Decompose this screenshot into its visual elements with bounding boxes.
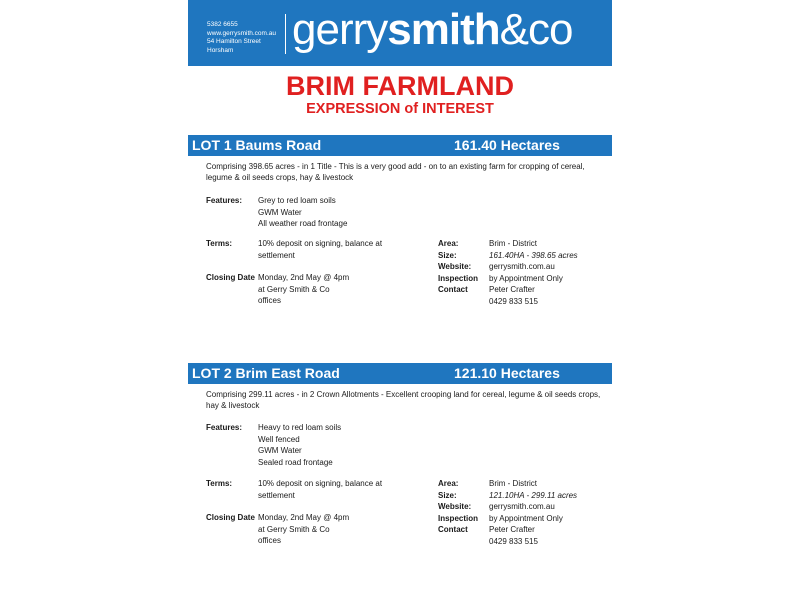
list-item: Grey to red loam soils (258, 196, 336, 205)
lot-1-terms (258, 238, 382, 261)
brochure-page (188, 0, 612, 600)
lot-1-features-list (258, 195, 347, 230)
lot-2-area: Brim - District (489, 479, 537, 488)
lot-2-contact-phone: 0429 833 515 (489, 536, 538, 546)
lot-1-inspection: by Appointment Only (489, 273, 563, 283)
lot-2-terms (258, 478, 382, 501)
page-title: BRIM FARMLAND (286, 71, 514, 101)
lot-1-website: gerrysmith.com.au (489, 262, 555, 271)
lot-1-closing-line: Monday, 2nd May @ 4pm (258, 273, 350, 282)
page-subtitle: EXPRESSION of INTEREST (306, 101, 494, 117)
list-item: Sealed road frontage (258, 457, 333, 467)
lot-2-size-label: Size: (438, 490, 457, 500)
lot-2-closing-label: Closing Date (206, 513, 255, 522)
lot-2-size: 121.10HA - 299.11 acres (489, 490, 578, 500)
lot-1-contact-name: Peter Crafter (489, 285, 535, 294)
lot-2-contact-name: Peter Crafter (489, 525, 535, 534)
lot-1-closing-line: at Gerry Smith & Co (258, 284, 330, 294)
lot-1-closing-label: Closing Date (206, 273, 255, 282)
lot-2-closing-line: offices (258, 536, 281, 545)
list-item: Heavy to red loam soils (258, 423, 342, 432)
lot-1-details-labels (438, 238, 478, 296)
lot-1-area-label: Area: (438, 239, 459, 248)
lot-2-terms-line: settlement (258, 490, 295, 500)
lot-1-website-label: Website: (438, 262, 472, 271)
lot-2-terms-line: 10% deposit on signing, balance at (258, 479, 383, 488)
lot-1-name: LOT 1 Baums Road (192, 137, 322, 153)
lot-1-description: Comprising 398.65 acres - in 1 Title - This is a very good add - on to an existing farm for cropping of cereal, legume & oil seeds crops, hay & livestock (206, 162, 585, 182)
agency-contact-block (207, 21, 276, 55)
lot-1-contact-phone: 0429 833 515 (489, 296, 538, 306)
lot-2-features-label: Features: (206, 423, 243, 432)
lot-2-website-label: Website: (438, 502, 472, 511)
lot-1-area: Brim - District (489, 239, 537, 248)
agency-logo (292, 4, 572, 56)
lot-1-header-bar (188, 135, 612, 156)
lot-2-terms-label: Terms: (206, 479, 233, 488)
logo-part-co: &co (499, 5, 573, 54)
lot-2-description: Comprising 299.11 acres - in 2 Crown Allotments - Excellent crooping land for cereal, legume & oil seeds crops, hay & livestock (206, 390, 601, 410)
lot-1-features-label: Features: (206, 196, 243, 205)
lot-1-size: 161.40HA - 398.65 acres (489, 250, 578, 260)
lot-1-terms-label: Terms: (206, 239, 233, 248)
agency-town: Horsham (207, 46, 234, 54)
lot-2-website: gerrysmith.com.au (489, 502, 555, 511)
lot-2-inspection: by Appointment Only (489, 513, 563, 523)
lot-2-features-list (258, 422, 341, 468)
list-item: Well fenced (258, 434, 300, 444)
lot-1-inspection-label: Inspection (438, 273, 479, 283)
logo-part-smith: smith (387, 5, 500, 54)
lot-2-closing-line: at Gerry Smith & Co (258, 524, 330, 534)
lot-2-closing-line: Monday, 2nd May @ 4pm (258, 513, 350, 522)
lot-2-contact-label: Contact (438, 525, 468, 534)
lot-1-size-label: Size: (438, 250, 457, 260)
lot-2-area-label: Area: (438, 479, 459, 488)
header-divider (285, 14, 286, 54)
list-item: GWM Water (258, 207, 302, 217)
lot-1-closing (258, 272, 349, 307)
header-banner (188, 0, 612, 66)
lot-1-hectares: 161.40 Hectares (454, 137, 560, 153)
lot-1-closing-line: offices (258, 296, 281, 305)
lot-2-hectares: 121.10 Hectares (454, 365, 560, 381)
lot-1-terms-line: 10% deposit on signing, balance at (258, 239, 383, 248)
agency-phone: 5382 6655 (207, 21, 238, 28)
lot-2-name: LOT 2 Brim East Road (192, 365, 340, 381)
lot-2-closing (258, 512, 349, 547)
lot-1-terms-line: settlement (258, 250, 295, 260)
lot-2-header-bar (188, 363, 612, 384)
lot-2-details-values (489, 478, 577, 547)
logo-part-gerry: gerry (292, 5, 388, 54)
lot-1-details-values (489, 238, 578, 307)
agency-street: 54 Hamilton Street (207, 38, 261, 45)
list-item: All weather road frontage (258, 219, 348, 228)
agency-website: www.gerrysmith.com.au (207, 29, 276, 37)
lot-1-contact-label: Contact (438, 285, 468, 294)
lot-2-details-labels (438, 478, 478, 536)
list-item: GWM Water (258, 446, 302, 455)
lot-2-inspection-label: Inspection (438, 513, 479, 523)
